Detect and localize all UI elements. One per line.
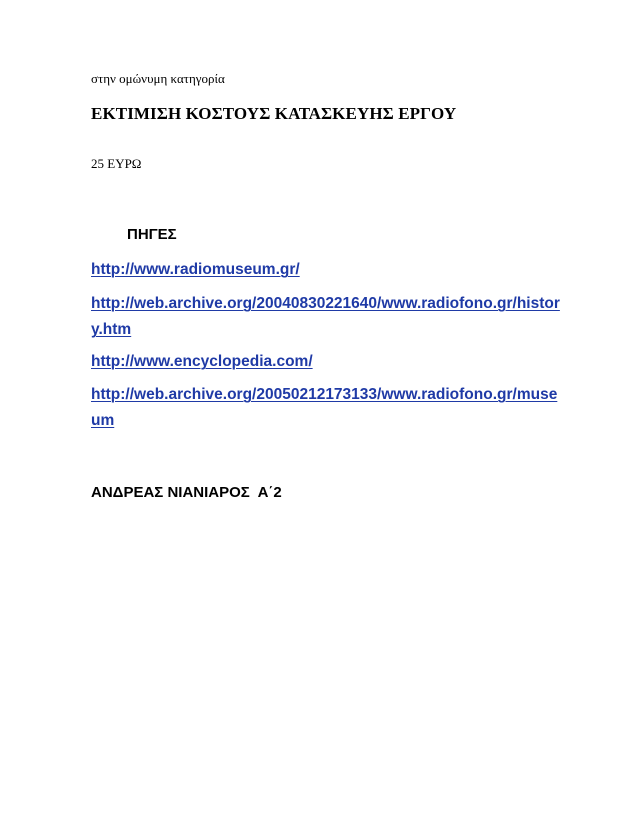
- price-text: 25 ΕΥΡΩ: [91, 156, 142, 171]
- cost-estimate-heading: ΕΚΤΙΜΙΣΗ ΚΟΣΤΟΥΣ ΚΑΤΑΣΚΕΥΗΣ ΕΡΓΟΥ: [91, 104, 457, 123]
- source-link-radiofono-history[interactable]: http://web.archive.org/20040830221640/www.radiofono.gr/history.htm: [91, 295, 560, 338]
- intro-text: στην ομώνυμη κατηγορία: [91, 71, 225, 86]
- source-link-radiofono-museum[interactable]: http://web.archive.org/20050212173133/www.radiofono.gr/museum: [91, 386, 558, 429]
- sources-heading: ΠΗΓΕΣ: [127, 226, 177, 243]
- author-name: ΑΝΔΡΕΑΣ ΝΙΑΝΙΑΡΟΣ Α΄2: [91, 484, 282, 501]
- source-link-radiomuseum[interactable]: http://www.radiomuseum.gr/: [91, 261, 300, 278]
- source-link-encyclopedia[interactable]: http://www.encyclopedia.com/: [91, 353, 313, 370]
